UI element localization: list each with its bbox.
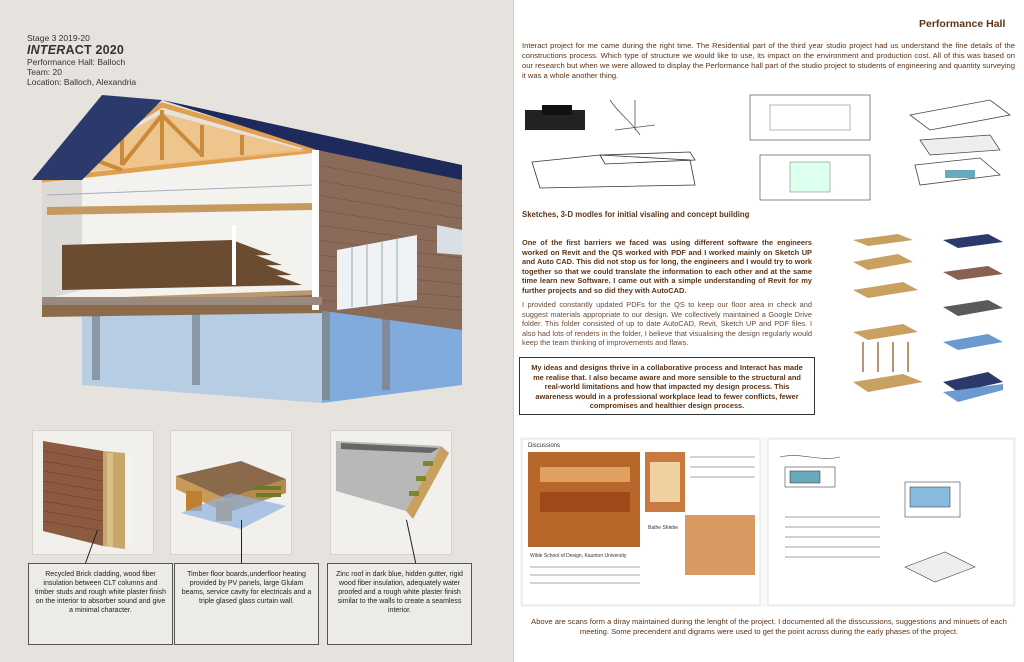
caption-roof: Zinc roof in dark blue, hidden gutter, rigid wood fiber insulation, adequately water proofed and a rough white plaster finish similar to the walls to create a seamless interior. (327, 563, 472, 645)
structural-model-renders (848, 232, 1008, 422)
detail-roof-render (330, 430, 452, 555)
team-label: Team: 20 (27, 67, 62, 77)
stage-label: Stage 3 2019-20 (27, 33, 90, 43)
software-paragraph: One of the first barriers we faced was using different software the engineers worked on Revit and the QS worked with PDF and I worked mainly on Sketch UP and Auto CAD. This did not stop us for long, the engineers and I would try to work together so that we could translate the information to each other and at the same time learn new Software. I came out with a simple understanding of Revit for my further projects and so did they with AutoCAD. (522, 238, 812, 295)
scan-heading: Discussions (528, 443, 561, 449)
project-subtitle: Performance Hall: Balloch (27, 57, 126, 67)
scan-caption-1: Wilde School of Design, Kaunton University (530, 553, 627, 559)
caption-wall: Recycled Brick cladding, wood fiber insulation between CLT columns and timber studs and rough white plaster finish on the interior to absorber sound and give a minimal character. (28, 563, 173, 645)
title-suffix: ACT 2020 (65, 43, 125, 57)
leader-line-floor (241, 520, 242, 565)
sketch-caption: Sketches, 3-D modles for initial visaling and concept building (522, 210, 750, 219)
reflection-quote: My ideas and designs thrive in a collaborative process and Interact has made me realise that. I also became aware and more sensible to the structural and real-world limitations and how that impacted my design process. This awareness would in a professional workplace lead to fewer conflicts, fewer compromises and healthier design process. (519, 357, 815, 415)
intro-paragraph: Interact project for me came during the right time. The Residential part of the third year studio project had us understand the fine details of the constructions process. Which type of structure we would like to use, its impact on the environment and production cost. All of this was based on our research but when we were allowed to display the Performance hall part of the studio project to students of engineering and quantity surveying it was a whole another thing. (522, 41, 1015, 80)
page-heading: Performance Hall (919, 18, 1006, 30)
scan-caption-2: Bathe Shlebe (648, 525, 679, 531)
building-section-render (22, 85, 492, 415)
project-title (27, 43, 136, 57)
title-prefix: INTER (27, 43, 66, 57)
concept-sketches (520, 90, 1016, 208)
location-label: Location: Balloch, Alexandria (27, 77, 137, 87)
bottom-paragraph: Above are scans form a diray maintained during the lenght of the project. I documented all the disscussions, suggestions and minuets of each meeting. Some precendent and digrams were used to get the point across during the early phases of the project. (531, 617, 1007, 636)
caption-floor: Timber floor boards,underfloor heating provided by PV panels, large Glulam beams, service cavity for electricals and a triple glased glass curtain wall. (174, 563, 319, 645)
detail-wall-render (32, 430, 154, 555)
diary-scans (520, 437, 1016, 607)
pdf-paragraph: I provided constantly updated PDFs for the QS to keep our floor area in check and suggest materials appropriate to our design. We collectively maintained a Google Drive folder. This folder consisted of up to date AutoCAD, Revit, Sketch UP and PDF files. I also had lots of renders in the folder, I believe that visualising the design regularly would keep the team thinking of improvements and flaws. (522, 300, 812, 347)
page-divider (513, 0, 514, 662)
detail-floor-render (170, 430, 292, 555)
project-info (27, 33, 136, 87)
